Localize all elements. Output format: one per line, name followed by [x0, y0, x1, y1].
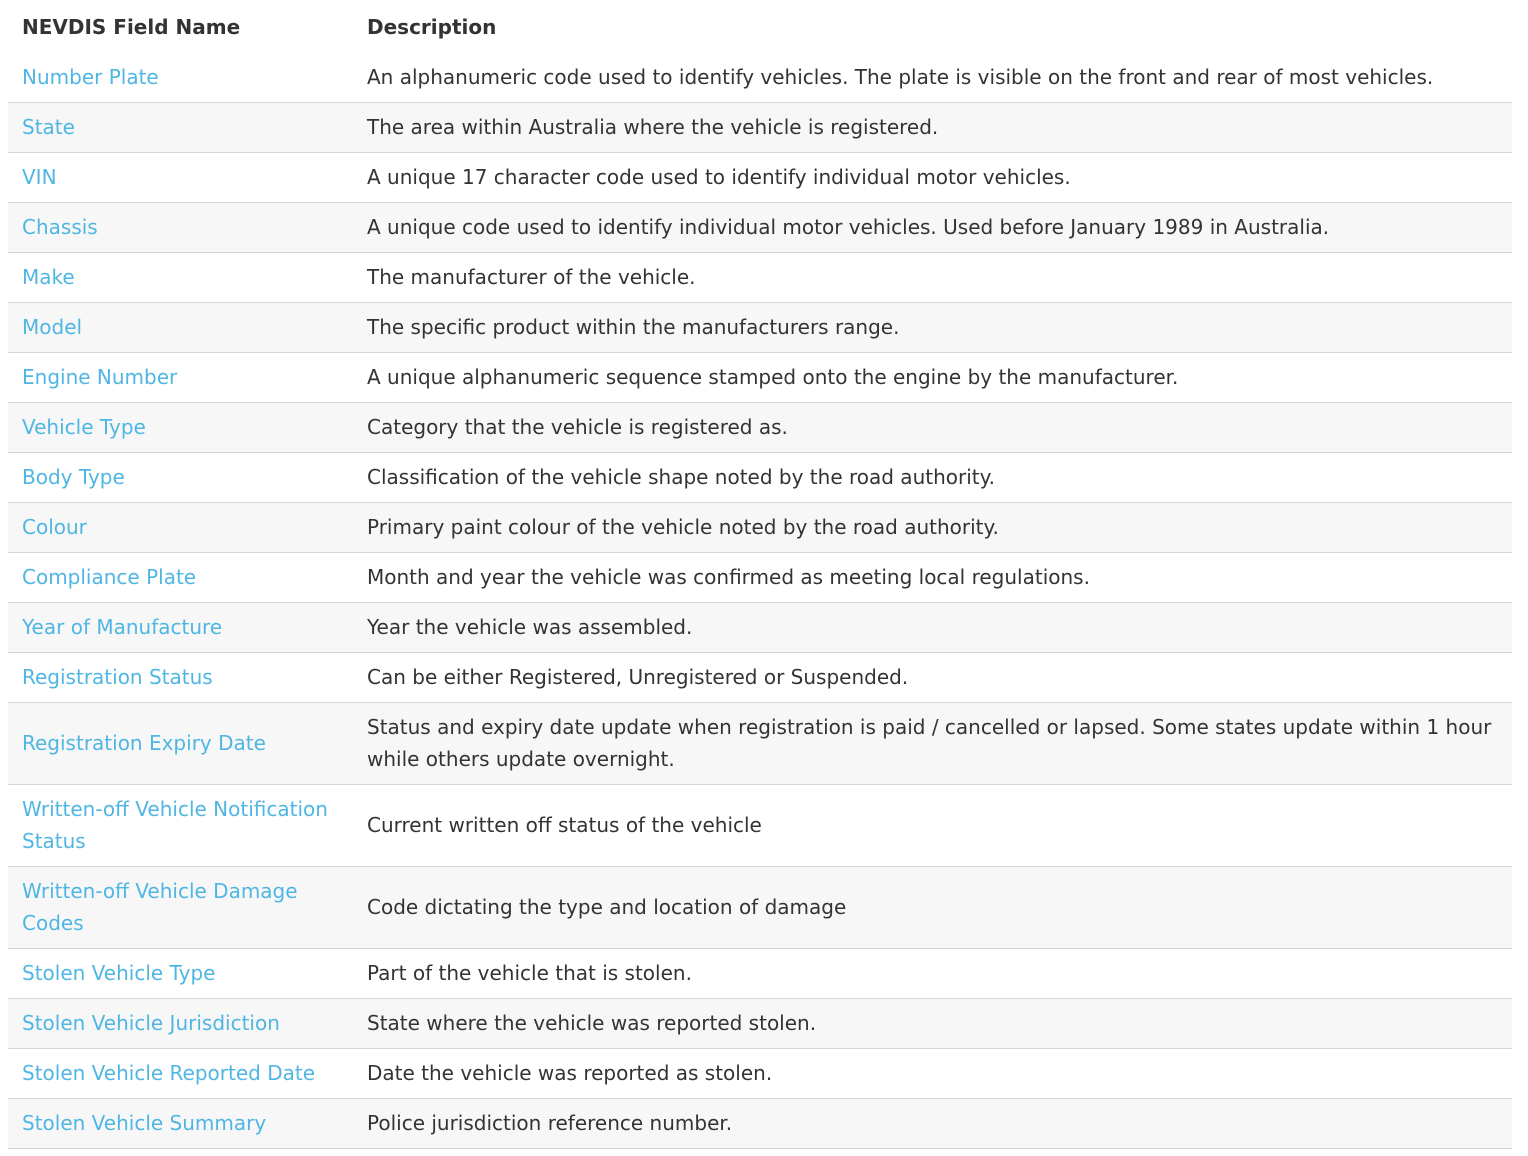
field-description: Part of the vehicle that is stolen. [353, 949, 1512, 999]
table-row [8, 103, 1512, 153]
field-name-link[interactable]: Vehicle Type [8, 403, 353, 453]
field-name-link[interactable]: Written-off Vehicle Notification Status [8, 785, 353, 867]
field-description: State where the vehicle was reported stolen. [353, 999, 1512, 1049]
table-row [8, 153, 1512, 203]
field-name-link[interactable]: Colour [8, 503, 353, 553]
field-name-link[interactable]: Make [8, 253, 353, 303]
field-description: Year the vehicle was assembled. [353, 603, 1512, 653]
field-description: Date the vehicle was reported as stolen. [353, 1049, 1512, 1099]
table-header [8, 0, 1512, 53]
field-description: The manufacturer of the vehicle. [353, 253, 1512, 303]
table-row [8, 53, 1512, 103]
header-field-name: NEVDIS Field Name [22, 14, 241, 39]
field-name-link[interactable]: VIN [8, 153, 353, 203]
header-row [8, 0, 1512, 53]
field-name-link[interactable]: State [8, 103, 353, 153]
table-row [8, 653, 1512, 703]
field-description: A unique code used to identify individual motor vehicles. Used before January 1989 in Australia. [353, 203, 1512, 253]
table-row [8, 999, 1512, 1049]
table-row [8, 253, 1512, 303]
field-description: Code dictating the type and location of damage [353, 867, 1512, 949]
table-body [8, 53, 1512, 1149]
nevdis-fields-table [8, 0, 1512, 1149]
table-row [8, 603, 1512, 653]
field-description: Current written off status of the vehicle [353, 785, 1512, 867]
table-row [8, 503, 1512, 553]
table-row [8, 1099, 1512, 1149]
field-name-link[interactable]: Year of Manufacture [8, 603, 353, 653]
field-name-link[interactable]: Registration Expiry Date [8, 703, 353, 785]
field-description: Can be either Registered, Unregistered or Suspended. [353, 653, 1512, 703]
field-name-link[interactable]: Stolen Vehicle Type [8, 949, 353, 999]
field-description: Primary paint colour of the vehicle noted by the road authority. [353, 503, 1512, 553]
field-description: Classification of the vehicle shape noted by the road authority. [353, 453, 1512, 503]
field-description: The specific product within the manufacturers range. [353, 303, 1512, 353]
field-description: The area within Australia where the vehicle is registered. [353, 103, 1512, 153]
field-name-link[interactable]: Model [8, 303, 353, 353]
table-row [8, 453, 1512, 503]
table-row [8, 553, 1512, 603]
field-description: A unique 17 character code used to identify individual motor vehicles. [353, 153, 1512, 203]
table-row [8, 867, 1512, 949]
table-row [8, 703, 1512, 785]
field-description: A unique alphanumeric sequence stamped onto the engine by the manufacturer. [353, 353, 1512, 403]
field-name-link[interactable]: Chassis [8, 203, 353, 253]
table-row [8, 403, 1512, 453]
table-row [8, 1049, 1512, 1099]
field-name-link[interactable]: Number Plate [8, 53, 353, 103]
table-row [8, 949, 1512, 999]
field-name-link[interactable]: Engine Number [8, 353, 353, 403]
table-row [8, 303, 1512, 353]
field-description: Police jurisdiction reference number. [353, 1099, 1512, 1149]
field-name-link[interactable]: Stolen Vehicle Reported Date [8, 1049, 353, 1099]
field-description: Status and expiry date update when registration is paid / cancelled or lapsed. Some states update within 1 hour while others update overnight. [353, 703, 1512, 785]
field-description: Category that the vehicle is registered as. [353, 403, 1512, 453]
table-row [8, 353, 1512, 403]
field-name-link[interactable]: Registration Status [8, 653, 353, 703]
field-name-link[interactable]: Stolen Vehicle Summary [8, 1099, 353, 1149]
field-name-link[interactable]: Written-off Vehicle Damage Codes [8, 867, 353, 949]
table-row [8, 203, 1512, 253]
field-name-link[interactable]: Body Type [8, 453, 353, 503]
field-description: Month and year the vehicle was confirmed as meeting local regulations. [353, 553, 1512, 603]
header-description: Description [367, 14, 497, 39]
table-row [8, 785, 1512, 867]
field-name-link[interactable]: Compliance Plate [8, 553, 353, 603]
nevdis-fields-table-container [8, 0, 1512, 1149]
field-description: An alphanumeric code used to identify vehicles. The plate is visible on the front and rear of most vehicles. [353, 53, 1512, 103]
field-name-link[interactable]: Stolen Vehicle Jurisdiction [8, 999, 353, 1049]
